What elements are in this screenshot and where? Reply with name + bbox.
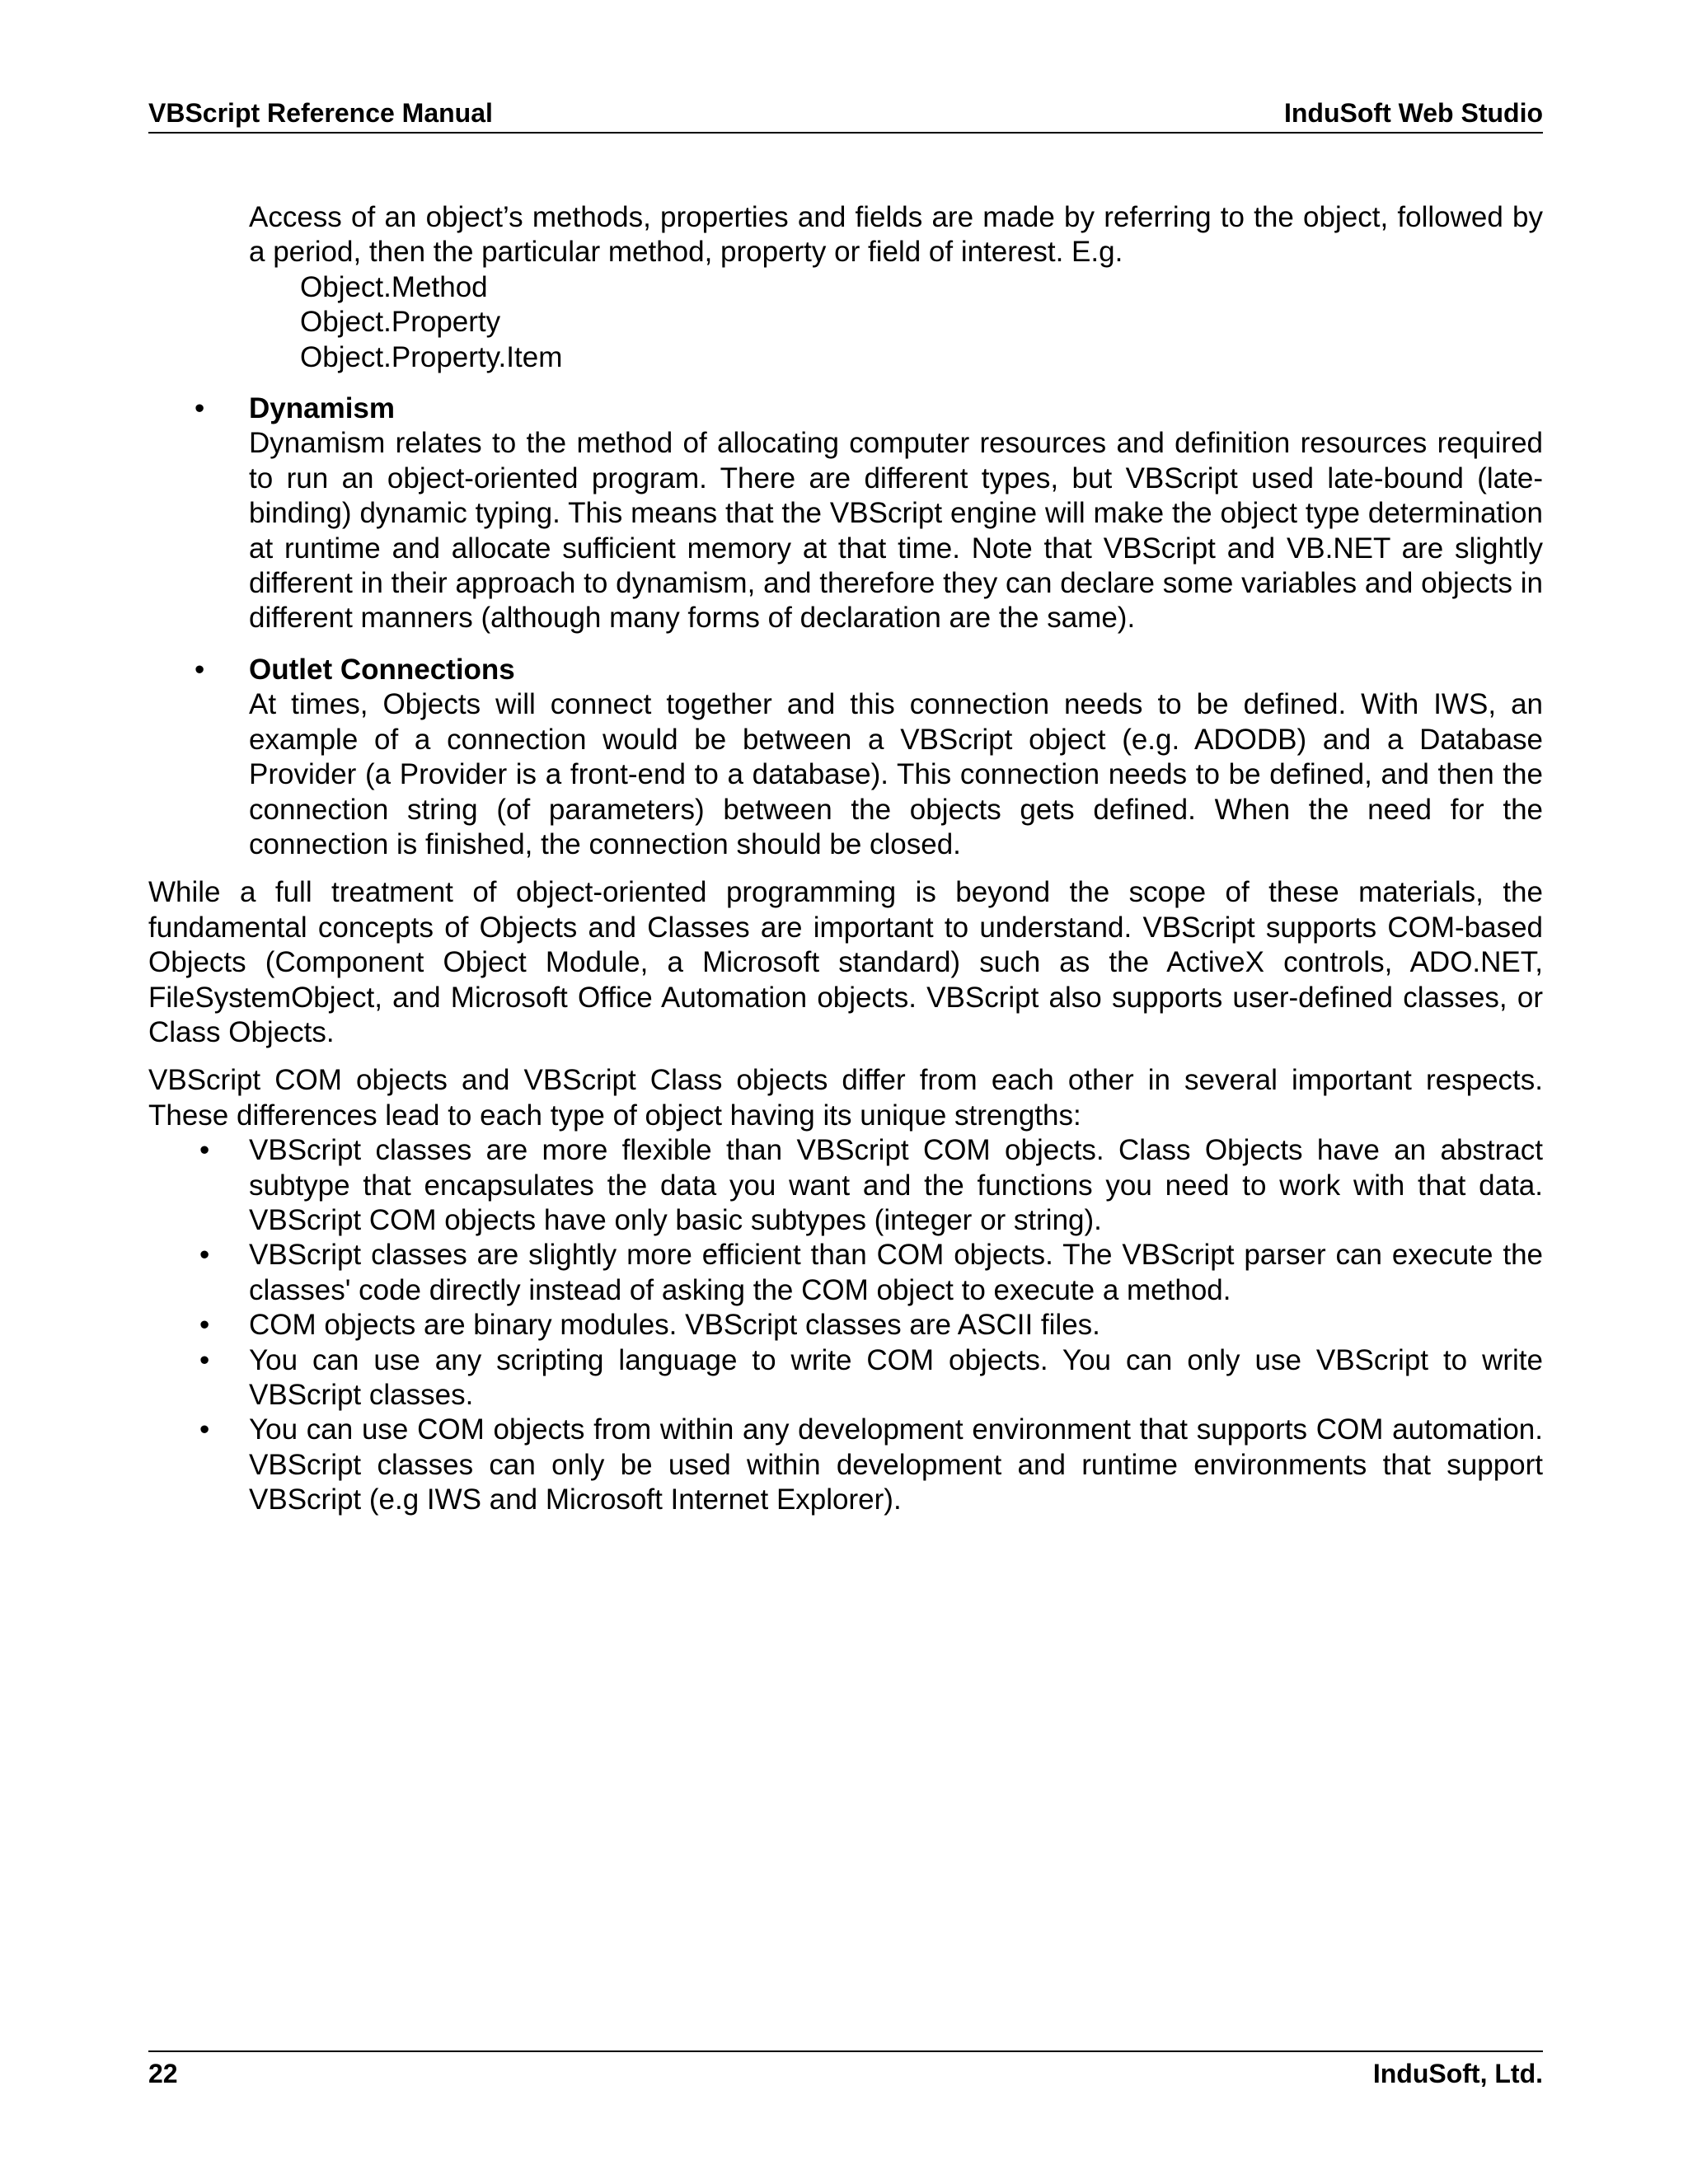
bullet-dot-icon: • <box>199 1413 210 1446</box>
bullet-dot-icon: • <box>199 1309 210 1342</box>
bullet-outlet-connections <box>148 653 1543 862</box>
bullet-dot-icon: • <box>199 1134 210 1167</box>
differences-list <box>148 1133 1543 1517</box>
list-item <box>148 1133 1543 1238</box>
list-item <box>148 1343 1543 1413</box>
footer-company: InduSoft, Ltd. <box>1372 2059 1543 2088</box>
page-content <box>148 200 1543 1518</box>
code-example-line: Object.Property <box>300 306 501 339</box>
list-item-text: You can use any scripting language to write COM objects. You can only use VBScript to write VBScript classes. <box>249 1343 1543 1411</box>
page-footer <box>148 2050 1543 2089</box>
page-number: 22 <box>148 2059 178 2088</box>
bullet-dot-icon: • <box>199 1239 210 1272</box>
bullet-title: Outlet Connections <box>249 653 515 686</box>
list-item-text: You can use COM objects from within any development environment that supports COM automation. VBScript classes can only be used within development and runtime environments that support VBScript (e.g IWS and Microsoft Internet Explorer). <box>249 1413 1543 1516</box>
code-example-line: Object.Method <box>300 270 488 303</box>
intro-paragraph: Access of an object’s methods, properties and fields are made by referring to the object, followed by a period, then the particular method, property or field of interest. E.g. <box>249 201 1543 269</box>
bullet-dynamism <box>148 391 1543 636</box>
list-item-text: COM objects are binary modules. VBScript classes are ASCII files. <box>249 1309 1100 1342</box>
bullet-dot-icon: • <box>195 392 205 425</box>
bullet-body: Dynamism relates to the method of allocating computer resources and definition resources required to run an object-oriented program. There are different types, but VBScript used late-bound (late-binding) dynamic typing. This means that the VBScript engine will make the object type determination at runtime and allocate sufficient memory at that time. Note that VBScript and VB.NET are slightly different in their approach to dynamism, and therefore they can declare some variables and objects in different manners (although many forms of declaration are the same). <box>249 427 1543 635</box>
page-header <box>148 99 1543 134</box>
list-item <box>148 1238 1543 1308</box>
bullet-dot-icon: • <box>199 1343 210 1376</box>
body-paragraph: While a full treatment of object-oriented programming is beyond the scope of these materials, the fundamental concepts of Objects and Classes are important to understand. VBScript supports COM-based Objects (Component Object Module, a Microsoft standard) such as the ActiveX controls, ADO.NET, FileSystemObject, and Microsoft Office Automation objects. VBScript also supports user-defined classes, or Class Objects. <box>148 876 1543 1048</box>
list-item-text: VBScript classes are more flexible than VBScript COM objects. Class Objects have an abstract subtype that encapsulates the data you want and the functions you need to work with that data. VBScript COM objects have only basic subtypes (integer or string). <box>249 1134 1543 1236</box>
header-product: InduSoft Web Studio <box>1283 98 1543 128</box>
bullet-dot-icon: • <box>195 653 205 686</box>
list-item-text: VBScript classes are slightly more efficient than COM objects. The VBScript parser can execute the classes' code directly instead of asking the COM object to execute a method. <box>249 1239 1543 1306</box>
header-title: VBScript Reference Manual <box>148 98 493 128</box>
code-example-line: Object.Property.Item <box>300 340 563 373</box>
bullet-body: At times, Objects will connect together and this connection needs to be defined. With IWS, an example of a connection would be between a VBScript object (e.g. ADODB) and a Database Provider (a Provider is a front-end to a database). This connection needs to be defined, and then the connection string (of parameters) between the objects gets defined. When the need for the connection is finished, the connection should be closed. <box>249 688 1543 860</box>
body-paragraph: VBScript COM objects and VBScript Class objects differ from each other in several important respects. These differences lead to each type of object having its unique strengths: <box>148 1064 1543 1132</box>
list-item <box>148 1413 1543 1517</box>
list-item <box>148 1308 1543 1343</box>
bullet-title: Dynamism <box>249 392 396 425</box>
